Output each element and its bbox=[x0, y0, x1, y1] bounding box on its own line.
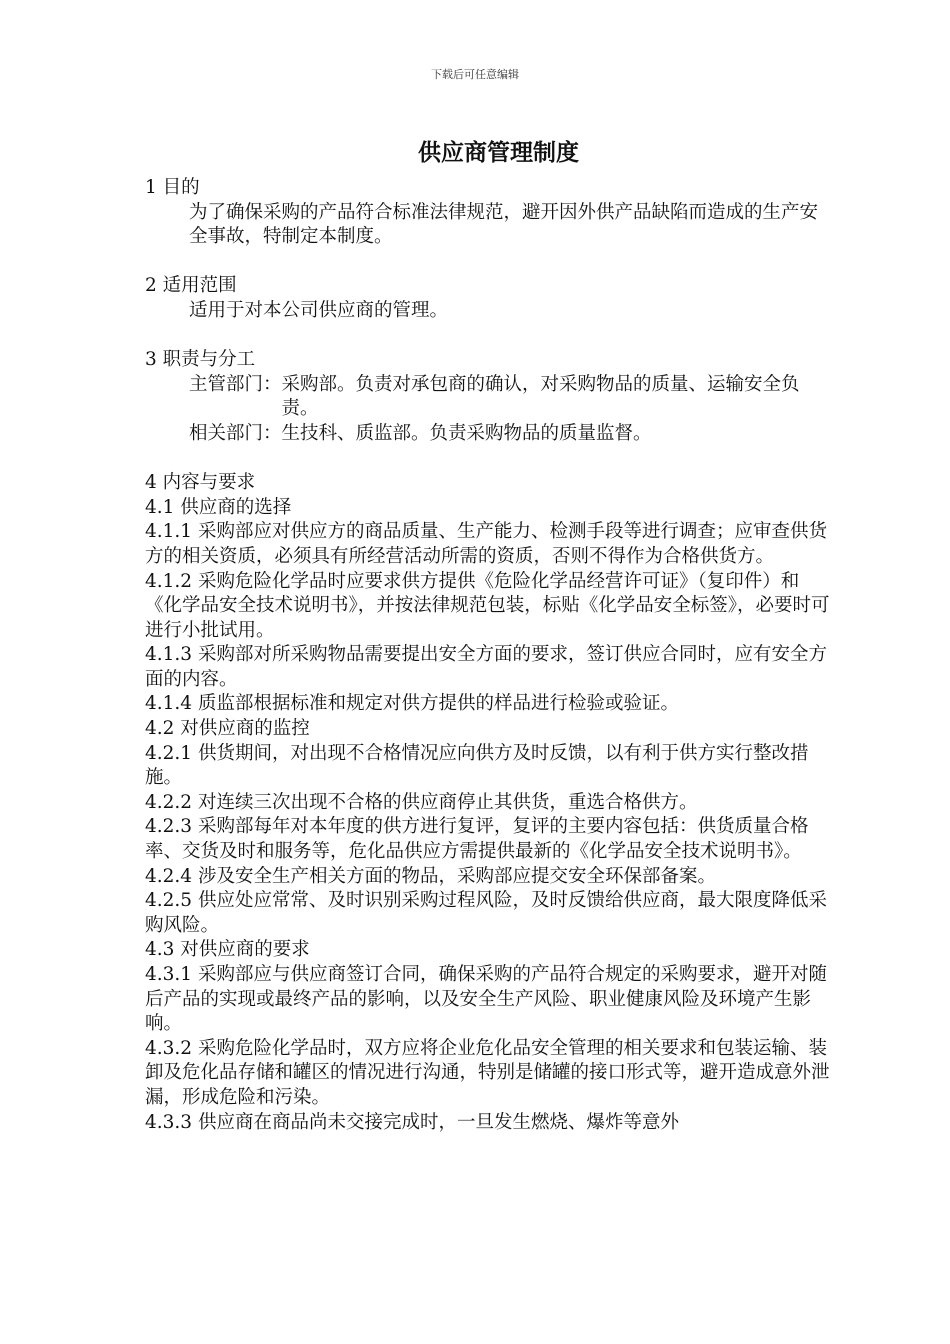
duty-row bbox=[145, 373, 830, 422]
clause: 4.3.3 供应商在商品尚未交接完成时，一旦发生燃烧、爆炸等意外 bbox=[145, 1111, 679, 1133]
section-3-heading: 3 职责与分工 bbox=[145, 349, 256, 371]
section-1-heading: 1 目的 bbox=[145, 177, 200, 198]
document-title: 供应商管理制度 bbox=[418, 139, 579, 166]
duty-text: 采购部。负责对承包商的确认，对采购物品的质量、运输安全负责。 bbox=[281, 373, 800, 420]
clause: 4.2.3 采购部每年对本年度的供方进行复评，复评的主要内容包括：供货质量合格率、交货及时和服务等，危化品供应方需提供最新的《化学品安全技术说明书》。 bbox=[145, 816, 809, 863]
section-2-text: 适用于对本公司供应商的管理。 bbox=[189, 299, 449, 321]
duty-label: 相关部门： bbox=[189, 422, 282, 444]
clause: 4.2.4 涉及安全生产相关方面的物品，采购部应提交安全环保部备案。 bbox=[145, 865, 716, 887]
clause: 4.1.2 采购危险化学品时应要求供方提供《危险化学品经营许可证》（复印件）和《化学品安全技术说明书》，并按法律规范包装，标贴《化学品安全标签》，必要时可进行小批试用。 bbox=[145, 570, 830, 641]
clause: 4.2.5 供应处应常常、及时识别采购过程风险，及时反馈给供应商，最大限度降低采购风险。 bbox=[145, 890, 827, 936]
clause: 4.3.1 采购部应与供应商签订合同，确保采购的产品符合规定的采购要求，避开对随后产品的实现或最终产品的影响，以及安全生产风险、职业健康风险及环境产生影响。 bbox=[145, 964, 827, 1035]
duty-text: 生技科、质监部。负责采购物品的质量监督。 bbox=[281, 422, 652, 444]
clause: 4.2.1 供货期间，对出现不合格情况应向供方及时反馈，以有利于供方实行整改措施。 bbox=[145, 742, 809, 789]
clause: 4.1.4 质监部根据标准和规定对供方提供的样品进行检验或验证。 bbox=[145, 693, 679, 715]
duty-label: 主管部门： bbox=[189, 373, 282, 395]
clause: 4.1.1 采购部应对供应方的商品质量、生产能力、检测手段等进行调查；应审查供货方的相关资质，必须具有所经营活动所需的资质，否则不得作为合格供货方。 bbox=[145, 521, 827, 567]
page-header: 下载后可任意编辑 bbox=[431, 68, 519, 81]
clause: 4.3.2 采购危险化学品时，双方应将企业危化品安全管理的相关要求和包装运输、装卸及危化品存储和罐区的情况进行沟通，特别是储罐的接口形式等，避开造成意外泄漏，形成危险和污染。 bbox=[145, 1037, 830, 1108]
clause: 4.1 供应商的选择 bbox=[145, 496, 292, 518]
clause: 4.2 对供应商的监控 bbox=[145, 718, 310, 740]
duty-row bbox=[145, 422, 830, 447]
section-4-heading: 4 内容与要求 bbox=[145, 472, 256, 494]
clause: 4.1.3 采购部对所采购物品需要提出安全方面的要求，签订供应合同时，应有安全方面的内容。 bbox=[145, 644, 827, 690]
clause: 4.2.2 对连续三次出现不合格的供应商停止其供货，重选合格供方。 bbox=[145, 791, 698, 813]
section-2-heading: 2 适用范围 bbox=[145, 275, 237, 297]
document-body bbox=[145, 176, 830, 1135]
clause: 4.3 对供应商的要求 bbox=[145, 939, 310, 961]
section-1-text: 为了确保采购的产品符合标准法律规范，避开因外供产品缺陷而造成的生产安全事故，特制定本制度。 bbox=[189, 201, 819, 248]
